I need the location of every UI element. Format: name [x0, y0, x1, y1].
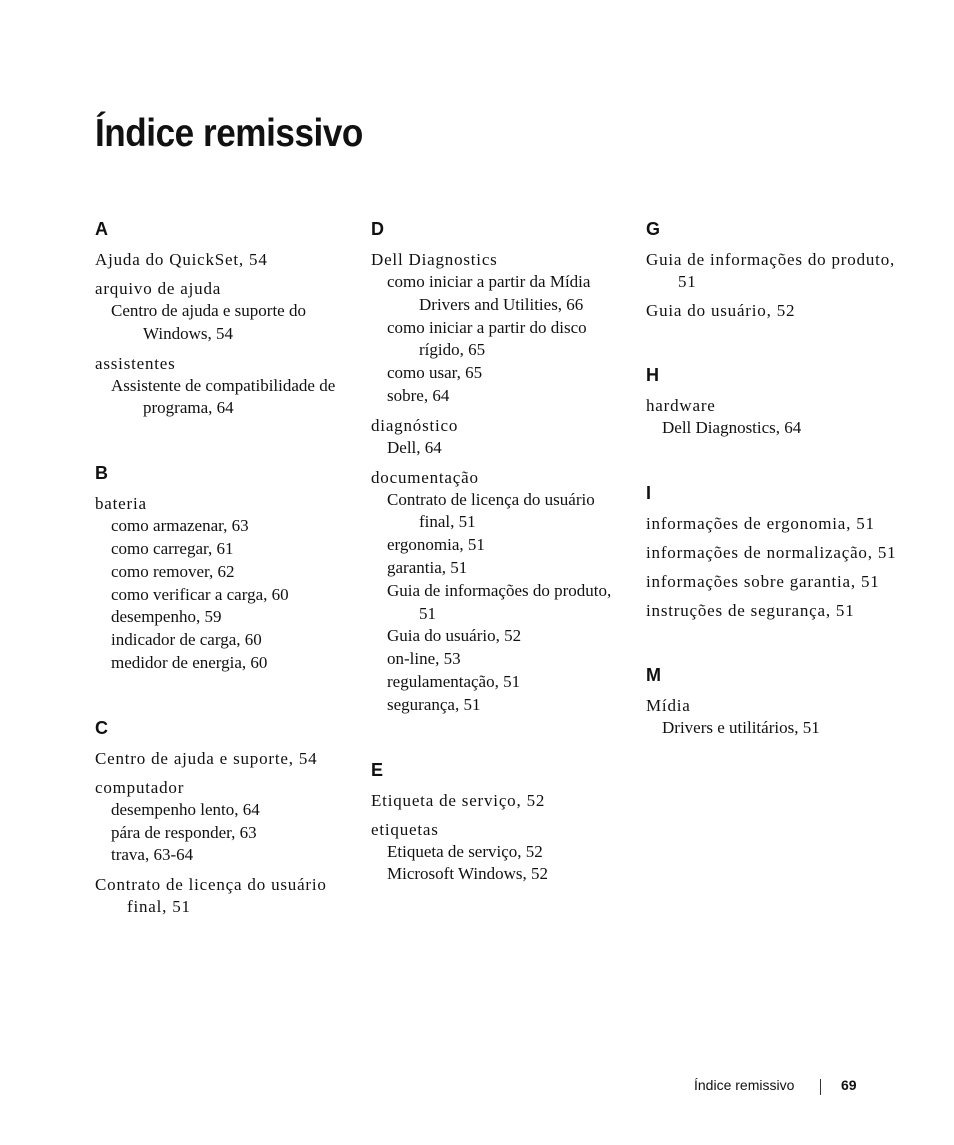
footer-divider [820, 1079, 821, 1095]
index-section [646, 482, 916, 622]
entry-heading: informações de ergonomia, 51 [646, 513, 875, 533]
entry-subentry: desempenho lento, 64 [111, 799, 260, 819]
index-column-1 [95, 218, 355, 960]
entry-heading: diagnóstico [371, 415, 459, 435]
section-letter: D [371, 219, 384, 239]
index-entry [646, 695, 916, 740]
entry-subentry: Etiqueta de serviço, 52 [387, 841, 543, 861]
index-column-3 [646, 218, 916, 782]
section-letter: E [371, 759, 384, 780]
entry-heading: Etiqueta de serviço, 52 [371, 790, 546, 810]
entry-heading: Dell Diagnostics [371, 250, 498, 269]
entry-subentry: desempenho, 59 [111, 607, 222, 627]
entry-heading: Guia do usuário, 52 [646, 301, 796, 320]
entry-subentry: Guia do usuário, 52 [387, 626, 522, 646]
index-entry [646, 600, 916, 622]
entry-subentry: Dell, 64 [387, 437, 442, 457]
index-section [646, 364, 916, 440]
entry-heading: hardware [646, 396, 716, 415]
index-entry [95, 777, 355, 867]
index-entry [95, 748, 355, 770]
index-section [95, 717, 355, 918]
entry-heading: bateria [95, 494, 147, 514]
entry-heading: Mídia [646, 695, 691, 715]
entry-heading: informações de normalização, 51 [646, 542, 897, 562]
entry-subentry: Contrato de licença do usuário final, 51 [387, 489, 595, 532]
index-entry [371, 249, 631, 408]
section-letter: M [646, 664, 661, 685]
entry-heading: Centro de ajuda e suporte, 54 [95, 748, 318, 768]
entry-subentry: Microsoft Windows, 52 [387, 864, 548, 884]
entry-heading: Ajuda do QuickSet, 54 [95, 250, 268, 269]
index-entry [646, 542, 916, 564]
entry-subentry: como armazenar, 63 [111, 516, 249, 536]
entry-subentry: sobre, 64 [387, 385, 450, 405]
entry-subentry: como iniciar a partir do disco rígido, 65 [387, 317, 587, 360]
entry-subentry: pára de responder, 63 [111, 822, 257, 842]
index-section [371, 759, 631, 887]
section-letter: H [646, 365, 659, 385]
index-entry [646, 513, 916, 535]
entry-heading: arquivo de ajuda [95, 279, 222, 298]
entry-subentry: como remover, 62 [111, 561, 235, 581]
entry-subentry: como usar, 65 [387, 363, 483, 383]
index-section [646, 664, 916, 740]
entry-subentry: como iniciar a partir da Mídia Drivers and Utilities, 66 [387, 272, 591, 314]
index-entry [95, 249, 355, 271]
entry-subentry: como carregar, 61 [111, 538, 234, 558]
index-entry [371, 790, 631, 812]
entry-subentry: trava, 63-64 [111, 845, 194, 865]
entry-subentry: garantia, 51 [387, 557, 468, 577]
index-entry [646, 395, 916, 440]
index-entry [95, 874, 355, 918]
entry-subentry: regulamentação, 51 [387, 671, 521, 691]
entry-heading: computador [95, 777, 185, 797]
entry-subentry: como verificar a carga, 60 [111, 584, 289, 604]
index-entry [646, 300, 916, 322]
entry-heading: Contrato de licença do usuário final, 51 [95, 875, 327, 917]
section-letter: A [95, 219, 108, 239]
index-section [95, 462, 355, 675]
entry-subentry: medidor de energia, 60 [111, 652, 268, 672]
entry-heading: informações sobre garantia, 51 [646, 571, 880, 591]
footer-label: Índice remissivo [694, 1077, 795, 1093]
section-letter: I [646, 482, 652, 503]
section-letter: G [646, 219, 661, 239]
entry-heading: documentação [371, 467, 479, 487]
entry-heading: instruções de segurança, 51 [646, 600, 855, 620]
index-entry [371, 467, 631, 717]
entry-subentry: Dell Diagnostics, 64 [662, 418, 802, 437]
entry-subentry: ergonomia, 51 [387, 535, 485, 555]
page-number: 69 [841, 1077, 857, 1093]
entry-subentry: Guia de informações do produto, 51 [387, 580, 612, 623]
index-entry [95, 493, 355, 675]
index-entry [646, 571, 916, 593]
entry-heading: assistentes [95, 353, 176, 373]
entry-subentry: Assistente de compatibilidade de programa, 64 [111, 375, 336, 418]
entry-subentry: segurança, 51 [387, 694, 481, 714]
index-section [646, 218, 916, 322]
entry-subentry: Centro de ajuda e suporte do Windows, 54 [111, 301, 306, 343]
index-section [371, 218, 631, 717]
index-entry [646, 249, 916, 293]
section-letter: C [95, 717, 108, 738]
index-entry [371, 415, 631, 460]
entry-heading: etiquetas [371, 819, 439, 839]
entry-heading: Guia de informações do produto, 51 [646, 250, 896, 291]
index-section [95, 218, 355, 420]
index-entry [95, 278, 355, 346]
entry-subentry: Drivers e utilitários, 51 [662, 717, 820, 737]
section-letter: B [95, 463, 108, 484]
page-title: Índice remissivo [95, 112, 363, 155]
index-entry [371, 819, 631, 887]
index-entry [95, 353, 355, 421]
entry-subentry: indicador de carga, 60 [111, 630, 262, 650]
index-column-2 [371, 218, 631, 928]
entry-subentry: on-line, 53 [387, 649, 461, 669]
